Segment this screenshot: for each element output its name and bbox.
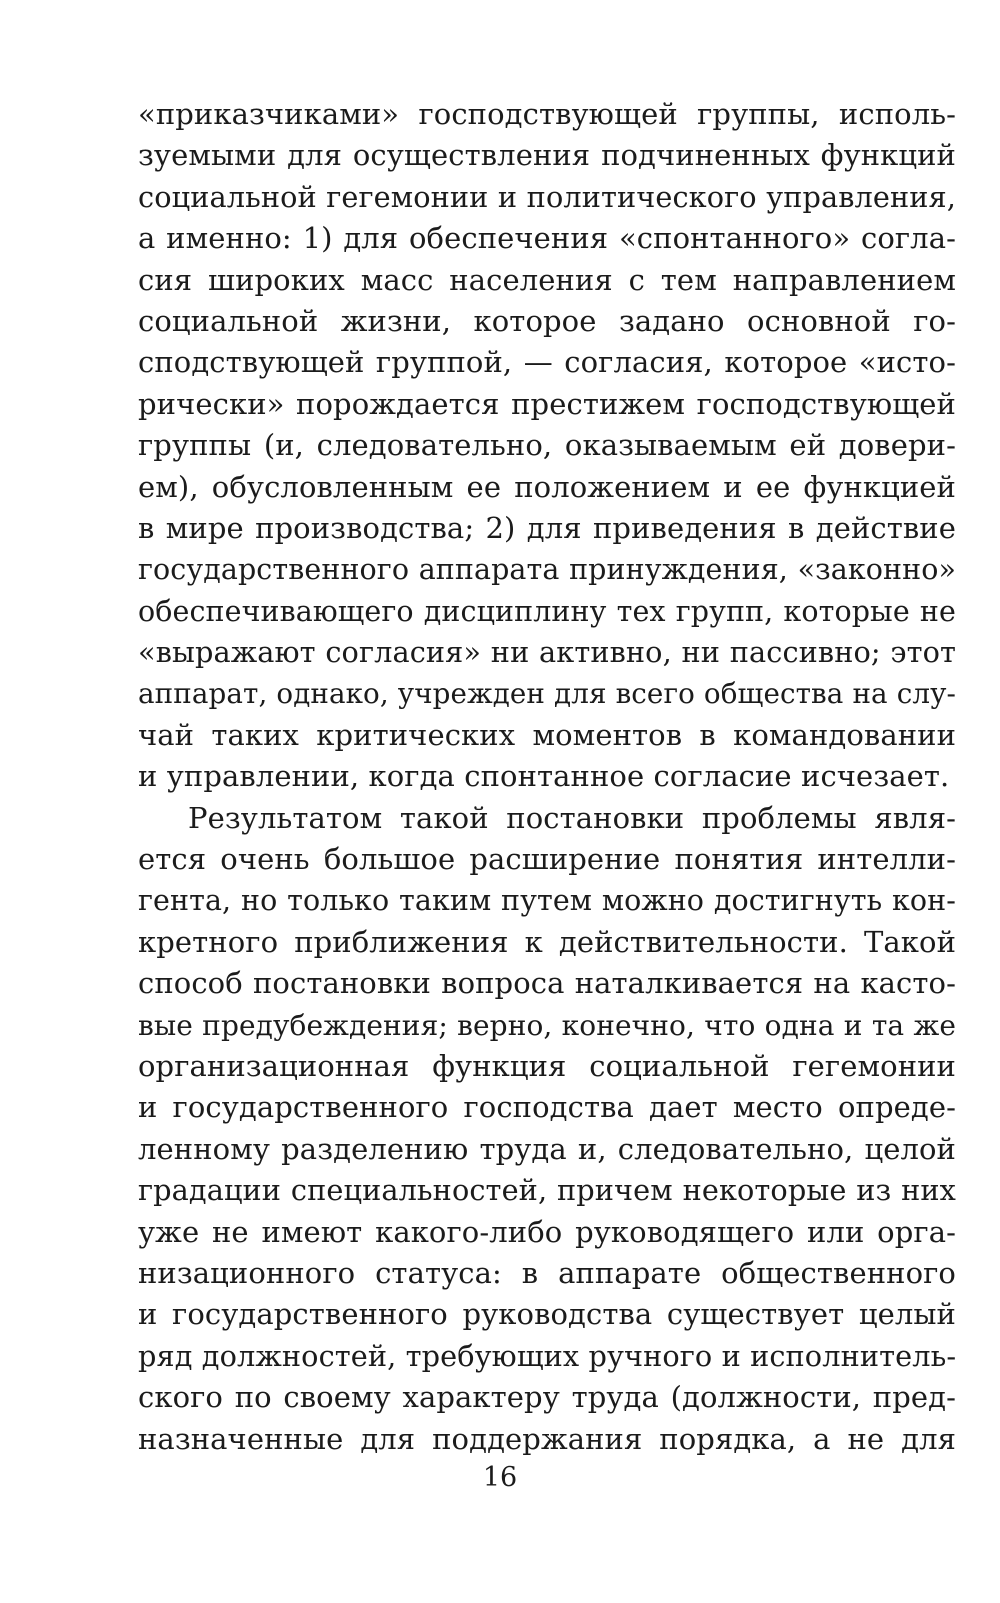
text-line: ряд должностей, требующих ручного и исполнитель- xyxy=(138,1338,957,1373)
text-line: а именно: 1) для обеспечения «спонтанного» согла- xyxy=(138,221,956,256)
text-line: социальной жизни, которое задано основной го- xyxy=(138,303,956,338)
text-line: группы (и, следовательно, оказываемым ей довери- xyxy=(138,428,956,463)
text-line: ского по своему характеру труда (должности, пред- xyxy=(138,1380,956,1415)
text-line: ем), обусловленным ее положением и ее функцией xyxy=(138,469,956,504)
paragraph-1 xyxy=(138,94,956,798)
text-line: сия широких масс населения с тем направлением xyxy=(138,262,956,297)
text-line: градации специальностей, причем некоторые из них xyxy=(138,1173,956,1208)
text-line: аппарат, однако, учрежден для всего общества на слу- xyxy=(138,677,956,711)
text-line: «выражают согласия» ни активно, ни пассивно; этот xyxy=(138,635,956,670)
paragraph-2 xyxy=(138,798,956,1460)
text-line: и государственного господства дает место опреде- xyxy=(138,1090,956,1125)
text-line: ется очень большое расширение понятия интелли- xyxy=(138,842,956,877)
text-line: вые предубеждения; верно, конечно, что одна и та же xyxy=(138,1008,956,1042)
page-number: 16 xyxy=(482,1462,518,1493)
text-line: сподствующей группой, — согласия, которое «исто- xyxy=(138,345,956,380)
text-line: гента, но только таким путем можно достигнуть кон- xyxy=(138,884,956,918)
text-line: и управлении, когда спонтанное согласие исчезает. xyxy=(138,759,950,794)
text-line: чай таких критических моментов в командовании xyxy=(138,717,956,752)
text-line: обеспечивающего дисциплину тех групп, которые не xyxy=(138,594,956,628)
text-line: социальной гегемонии и политического управления, xyxy=(138,179,956,214)
text-line: зуемыми для осуществления подчиненных функций xyxy=(138,138,956,173)
text-line: организационная функция социальной гегемонии xyxy=(138,1048,956,1083)
text-block xyxy=(138,94,956,1514)
text-line: в мире производства; 2) для приведения в действие xyxy=(138,510,956,545)
text-line: рически» порождается престижем господствующей xyxy=(138,386,956,421)
text-line: Результатом такой постановки проблемы явля- xyxy=(188,800,956,835)
text-line: «приказчиками» господствующей группы, исполь- xyxy=(138,97,956,131)
text-line: низационного статуса: в аппарате общественного xyxy=(138,1255,956,1290)
text-line: и государственного руководства существует целый xyxy=(138,1297,956,1332)
text-line: уже не имеют какого-либо руководящего или орга- xyxy=(138,1214,956,1249)
text-line: назначенные для поддержания порядка, а не для xyxy=(138,1421,956,1456)
text-line: ленному разделению труда и, следовательно, целой xyxy=(138,1131,956,1166)
text-line: государственного аппарата принуждения, «законно» xyxy=(138,553,956,587)
text-line: кретного приближения к действительности. Такой xyxy=(138,924,956,959)
text-line: способ постановки вопроса наталкивается на касто- xyxy=(138,966,956,1001)
